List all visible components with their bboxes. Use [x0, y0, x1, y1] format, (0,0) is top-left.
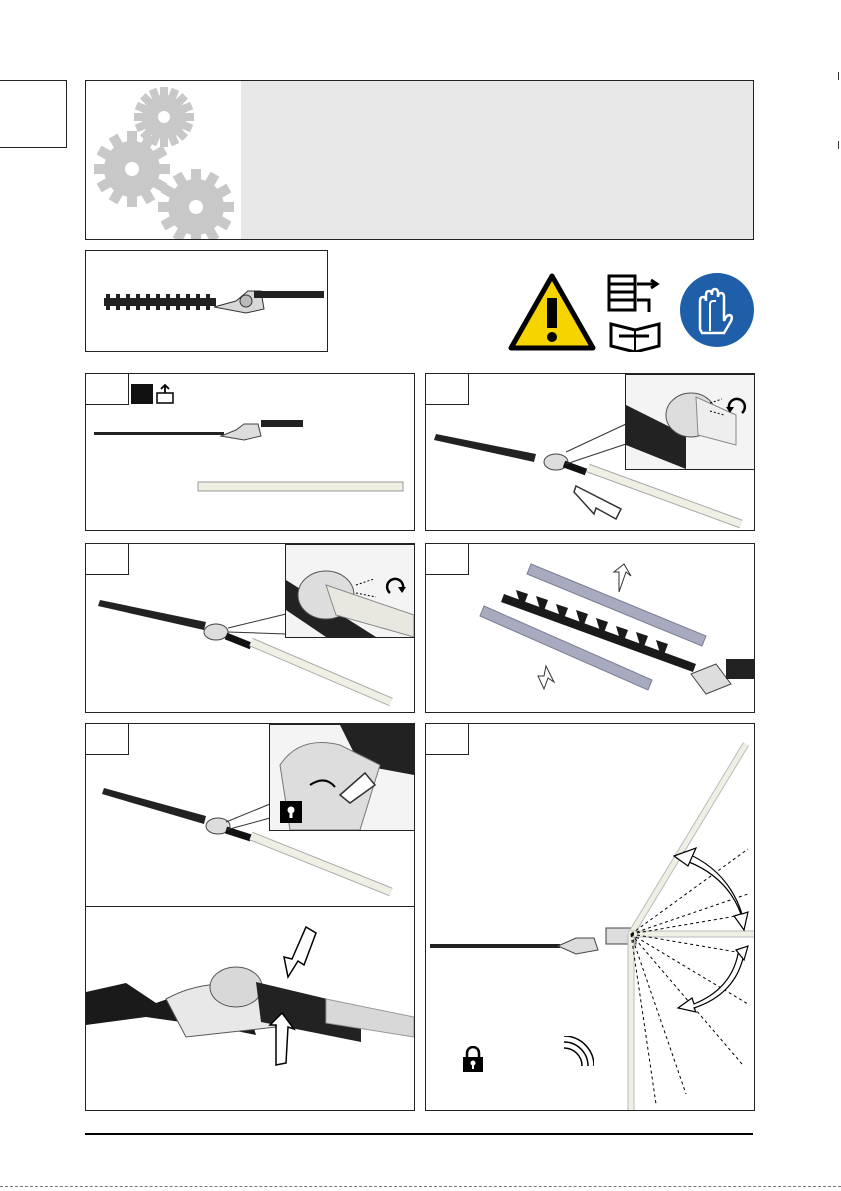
tighten-panel [85, 543, 415, 713]
crop-mark [838, 72, 839, 80]
detail-inset [625, 374, 755, 470]
section-header [85, 80, 754, 240]
footer-rule [85, 1133, 753, 1135]
unpack-panel [85, 373, 415, 531]
hedge-trimmer-attachment-icon [86, 251, 327, 351]
rotate-cw-arrow-icon [384, 575, 408, 599]
vibration-icon [560, 1036, 594, 1070]
angle-adjust-panel [425, 723, 755, 1111]
padlock-icon [462, 1046, 484, 1072]
crop-mark [838, 141, 839, 149]
rotate-ccw-arrow-icon [724, 395, 748, 419]
chapter-tab [0, 80, 67, 148]
remove-guard-panel [425, 543, 755, 713]
detail-inset [285, 544, 415, 638]
gears-icon [86, 81, 241, 239]
lock-panel [85, 723, 415, 1111]
trim-line [0, 1186, 841, 1187]
warning-triangle-icon [507, 272, 597, 352]
remove-spark-plug-read-manual-icon [605, 272, 665, 352]
tool-preview [85, 250, 328, 352]
padlock-icon [280, 801, 302, 823]
wear-gloves-icon [678, 271, 756, 349]
insert-shaft-panel [425, 373, 755, 531]
blade-guard-icon [426, 544, 754, 712]
detail-inset [269, 724, 415, 831]
